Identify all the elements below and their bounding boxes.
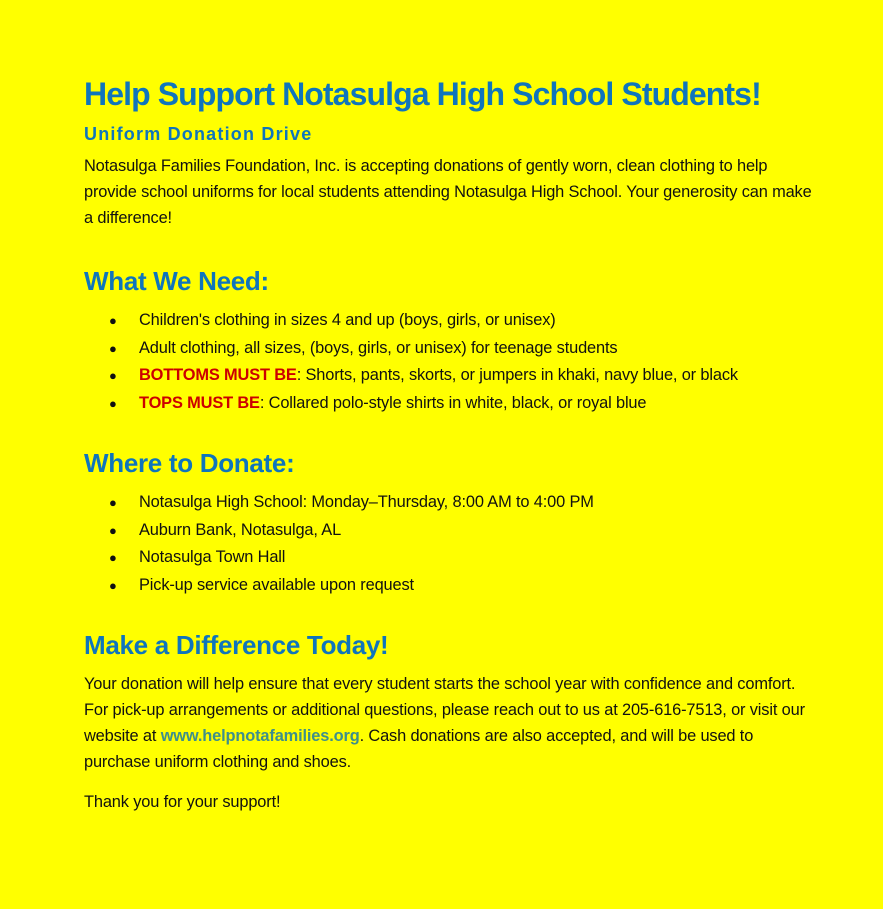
list-item — [84, 390, 814, 418]
list-item-text: Children's clothing in sizes 4 and up (boys, girls, or unisex) — [139, 311, 556, 329]
list-item — [84, 544, 814, 572]
bottoms-requirement-label: BOTTOMS MUST BE — [139, 366, 297, 384]
list-item-text: : Collared polo-style shirts in white, black, or royal blue — [259, 393, 647, 412]
list-item-text: Pick-up service available upon request — [139, 575, 414, 594]
make-a-difference-heading: Make a Difference Today! — [84, 630, 389, 660]
closing-text-end: . Cash donations are also accepted, and will be used to purchase uniform clothing and shoes. — [84, 727, 754, 771]
needs-list — [84, 307, 814, 417]
bullet-icon: ● — [109, 368, 117, 383]
list-item — [84, 572, 814, 600]
intro-paragraph: Notasulga Families Foundation, Inc. is accepting donations of gently worn, clean clothing to help provide school uniforms for local students attending Notasulga High School. Your generosity can make a difference! — [84, 157, 812, 227]
list-item — [84, 517, 814, 545]
closing-text-start: Your donation will help ensure that every student starts the school year with confidence and comfort. For pick-up arrangements or additional questions, please reach out to us at 205-616-7513, or visit our website at — [84, 675, 805, 745]
bullet-icon: ● — [109, 550, 117, 565]
bullet-icon: ● — [109, 340, 117, 356]
list-item — [84, 307, 814, 335]
list-item-text: : Shorts, pants, skorts, or jumpers in khaki, navy blue, or black — [296, 366, 738, 384]
bullet-icon: ● — [109, 395, 117, 411]
where-to-donate-heading: Where to Donate: — [84, 448, 295, 478]
thanks-text: Thank you for your support! — [84, 793, 281, 811]
closing-paragraph — [84, 671, 814, 775]
list-item-text: Auburn Bank, Notasulga, AL — [139, 520, 342, 539]
list-item — [84, 335, 814, 363]
list-item-text: Notasulga High School: Monday–Thursday, 8:00 AM to 4:00 PM — [139, 493, 594, 511]
list-item — [84, 489, 814, 517]
bullet-icon: ● — [109, 313, 117, 328]
bullet-icon: ● — [109, 522, 117, 538]
bullet-icon: ● — [109, 495, 117, 510]
tops-requirement-label: TOPS MUST BE — [139, 393, 260, 412]
bullet-icon: ● — [109, 577, 117, 593]
list-item — [84, 362, 814, 390]
page-title: Help Support Notasulga High School Students! — [84, 76, 761, 112]
list-item-text: Notasulga Town Hall — [139, 548, 286, 566]
flyer — [84, 72, 814, 815]
website-link[interactable]: www.helpnotafamilies.org — [160, 727, 360, 745]
locations-list — [84, 489, 814, 599]
list-item-text: Adult clothing, all sizes, (boys, girls, or unisex) for teenage students — [139, 338, 618, 357]
page-subtitle: Uniform Donation Drive — [84, 124, 313, 144]
what-we-need-heading: What We Need: — [84, 266, 269, 296]
